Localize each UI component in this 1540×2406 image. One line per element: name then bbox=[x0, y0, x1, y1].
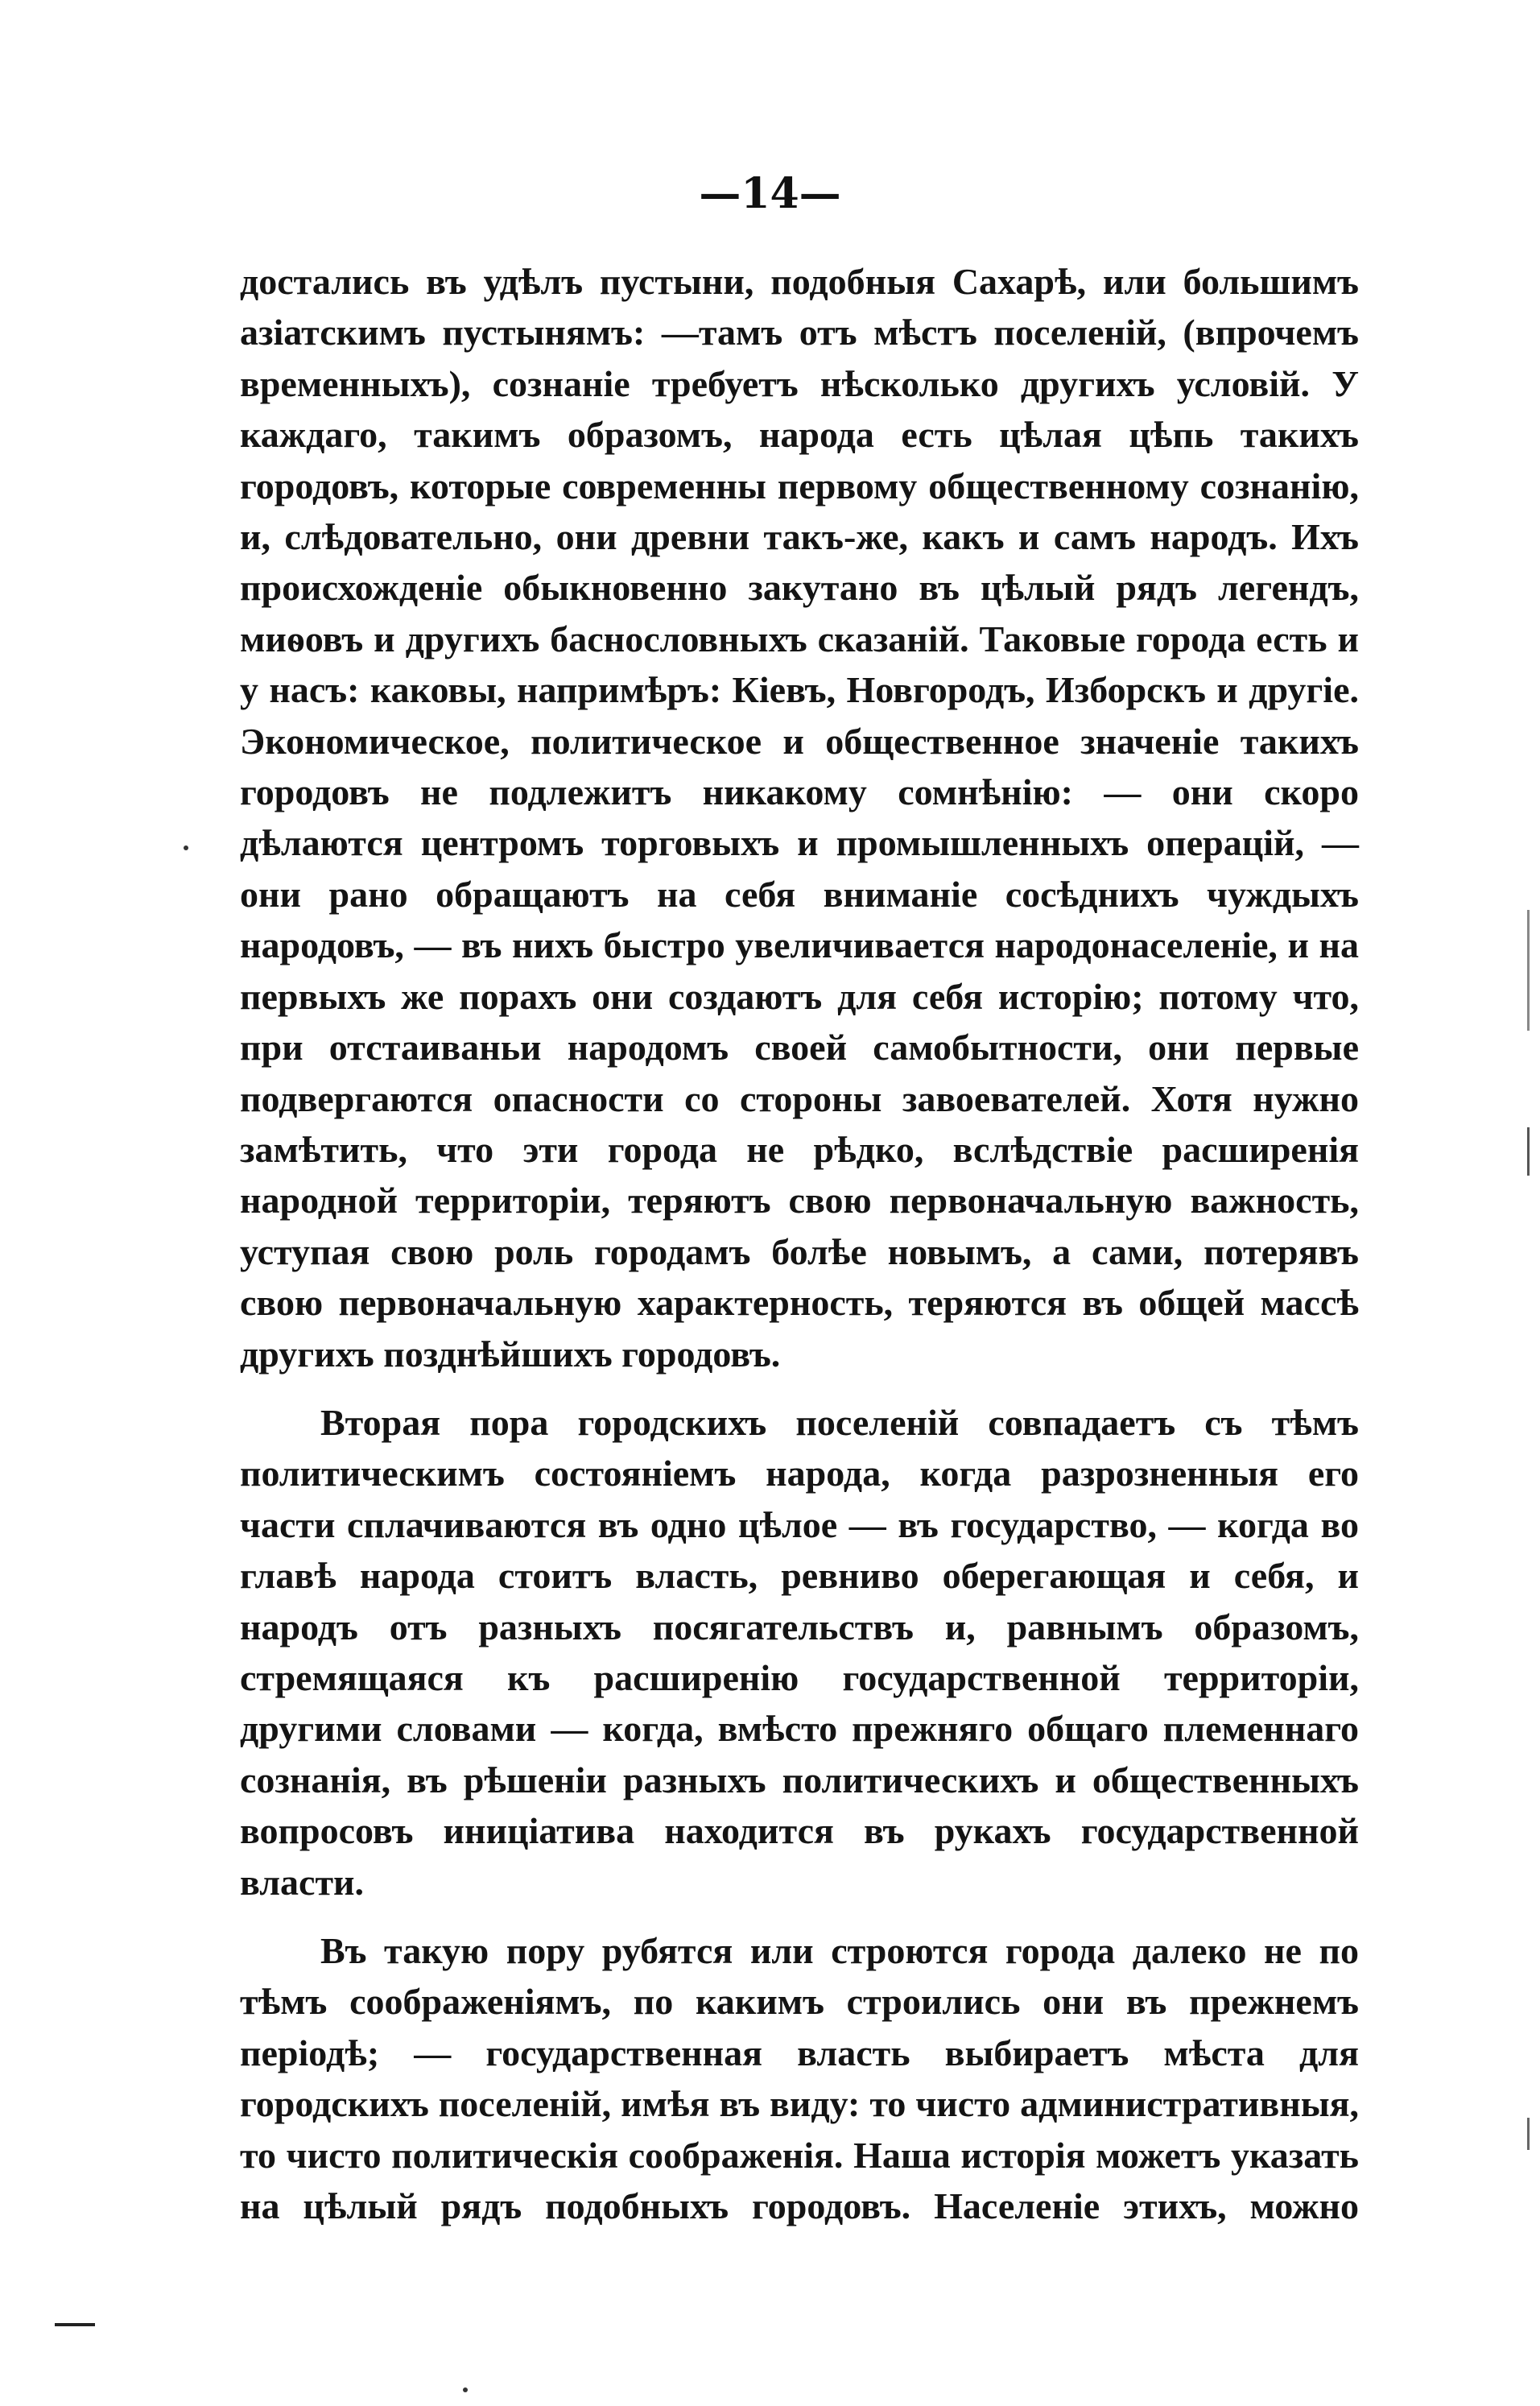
edge-scan-mark bbox=[1527, 910, 1530, 1031]
paragraph-3: Въ такую пору рубятся или строются города далеко не по тѣмъ соображеніямъ, по какимъ строились они въ прежнемъ періодѣ; — государственная власть выбираетъ мѣста для городскихъ поселеній, имѣя въ виду: то чисто административныя, то чисто политическія соображенія. Наша исторія можетъ указать на цѣлый рядъ подобныхъ городовъ. Населеніе этихъ, можно bbox=[240, 1930, 1359, 2227]
ink-speck bbox=[184, 845, 188, 850]
paragraph-2: Вторая пора городскихъ поселеній совпадаетъ съ тѣмъ политическимъ состояніемъ народа, когда разрозненныя его части сплачиваются въ одно цѣлое — въ государство, — когда во главѣ народа стоитъ власть, ревниво оберегающая и себя, и народъ отъ разныхъ посягательствъ и, равнымъ образомъ, стремящаяся къ расширенію государственной территоріи, другими словами — когда, вмѣсто прежняго общаго племеннаго сознанія, въ рѣшеніи разныхъ политическихъ и общественныхъ вопросовъ иниціатива находится въ рукахъ государственной власти. bbox=[240, 1401, 1359, 1903]
edge-scan-mark bbox=[1527, 1127, 1530, 1176]
paragraph-1: достались въ удѣлъ пустыни, подобныя Сахарѣ, или большимъ азіатскимъ пустынямъ: —тамъ отъ мѣстъ поселеній, (впрочемъ временныхъ), сознаніе требуетъ нѣсколько другихъ условій. У каждаго, такимъ образомъ, народа есть цѣлая цѣпь такихъ городовъ, которые современны первому общественному сознанію, и, слѣдовательно, они древни такъ-же, какъ и самъ народъ. Ихъ происхожденіе обыкновенно закутано въ цѣлый рядъ легендъ, миѳовъ и другихъ баснословныхъ сказаній. Таковые города есть и у насъ: каковы, напримѣръ: Кіевъ, Новгородъ, Изборскъ и другіе. Экономическое, политическое и общественное значеніе такихъ городовъ не подлежитъ никакому сомнѣнію: — они скоро дѣлаются центромъ торговыхъ и промышленныхъ операцій, — они рано обращаютъ на себя вниманіе сосѣднихъ чуждыхъ народовъ, — въ нихъ быстро увеличивается народонаселеніе, и на первыхъ же порахъ они создаютъ для себя исторію; потому что, при отстаиваньи народомъ своей самобытности, они первые подвергаются опасности со стороны завоевателей. Хотя нужно замѣтить, что эти города не рѣдко, вслѣдствіе расширенія народной территоріи, теряютъ свою первоначальную важность, уступая свою роль городамъ болѣе новымъ, а сами, потерявъ свою первоначальную характерность, теряются въ общей массѣ другихъ позднѣйшихъ городовъ. bbox=[240, 261, 1359, 1375]
page-number: —14— bbox=[699, 169, 841, 218]
body-text bbox=[240, 256, 1359, 2231]
edge-scan-mark bbox=[1527, 2118, 1530, 2150]
ink-speck bbox=[463, 2387, 468, 2392]
margin-ink-mark bbox=[55, 2323, 95, 2326]
